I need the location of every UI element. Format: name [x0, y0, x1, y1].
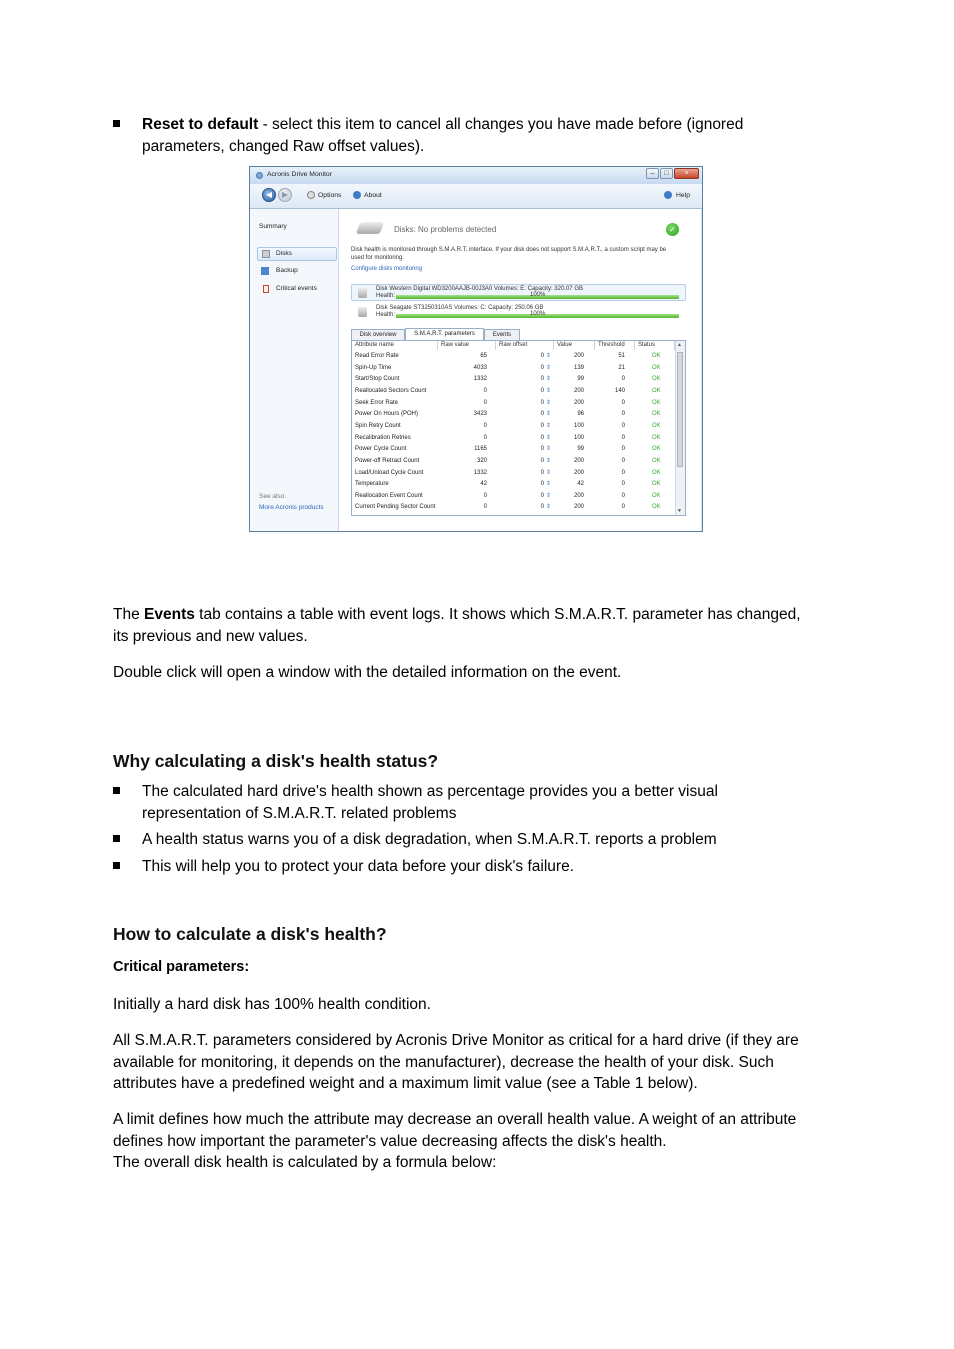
tab-events[interactable]: Events	[484, 329, 520, 340]
table-cell: 0	[540, 364, 544, 371]
status-text: Disks: No problems detected	[394, 225, 497, 234]
disk-icon	[262, 250, 270, 258]
gear-icon	[307, 191, 315, 199]
sidebar-item-disks[interactable]	[257, 247, 337, 261]
table-cell: 200	[573, 399, 584, 406]
offset-spinner-icon[interactable]: ⇕	[545, 376, 551, 383]
offset-spinner-icon[interactable]: ⇕	[545, 422, 551, 429]
offset-spinner-icon[interactable]: ⇕	[545, 353, 551, 359]
critical-events-icon	[263, 285, 269, 293]
bullet-marker	[113, 787, 120, 794]
table-cell: 0	[540, 469, 544, 476]
offset-spinner-icon[interactable]: ⇕	[545, 446, 551, 453]
table-cell: OK	[652, 399, 661, 406]
scrollbar-thumb[interactable]	[677, 352, 683, 467]
close-button[interactable]: ×	[674, 168, 699, 179]
table-cell: Power On Hours (POH)	[355, 411, 419, 418]
table-row[interactable]	[352, 502, 675, 514]
table-cell: 21	[618, 364, 625, 371]
disk-row-2[interactable]	[351, 304, 686, 321]
table-cell: 0	[621, 422, 625, 429]
tab-disk-overview[interactable]: Disk overview	[351, 329, 405, 340]
table-cell: 0	[621, 399, 625, 406]
table-cell: 200	[573, 387, 584, 394]
app-icon	[256, 172, 263, 179]
minimize-button[interactable]: –	[646, 168, 659, 179]
table-row[interactable]	[352, 468, 675, 480]
disk-info: Disk Western Digital WD3200AAJB-00J3A0 Volumes: E: Capacity: 320.07 GB	[376, 286, 583, 292]
options-button[interactable]: Options	[318, 192, 342, 199]
table-cell: 1332	[473, 376, 487, 383]
table-cell: OK	[652, 481, 661, 488]
why-heading: Why calculating a disk's health status?	[113, 751, 439, 771]
initial-health-paragraph: Initially a hard disk has 100% health condition.	[113, 996, 431, 1013]
reset-default-bullet	[113, 114, 848, 157]
scroll-down-icon[interactable]: ▼	[677, 508, 682, 514]
table-cell: 0	[540, 492, 544, 499]
maximize-button[interactable]: □	[660, 168, 673, 179]
table-row[interactable]	[352, 351, 675, 363]
table-cell: 0	[540, 434, 544, 441]
offset-spinner-icon[interactable]: ⇕	[545, 364, 551, 371]
table-cell: 140	[614, 387, 625, 394]
table-cell: 1165	[474, 446, 487, 453]
check-icon: ✓	[666, 223, 679, 236]
hdd-icon	[358, 288, 367, 298]
column-header[interactable]: Attribute name	[352, 341, 438, 350]
table-cell: 200	[573, 469, 584, 476]
column-header[interactable]: Threshold	[595, 341, 635, 350]
table-row[interactable]	[352, 479, 675, 491]
toolbar	[250, 184, 702, 209]
info-text-line2: used for monitoring.	[351, 255, 405, 261]
disks-icon	[356, 222, 384, 234]
table-cell: 0	[621, 411, 625, 418]
table-cell: OK	[652, 504, 661, 511]
critical-attributes-paragraph: All S.M.A.R.T. parameters considered by Acronis Drive Monitor as critical for a hard drive (if they are available for monitoring, it depends on the manufacturer), decrease the health of your disk. Such attributes have a predefined weight and a maximum limit value (see a Table 1 below).	[113, 1032, 799, 1092]
table-cell: 0	[540, 353, 544, 359]
table-cell: 200	[573, 457, 584, 464]
table-row[interactable]	[352, 363, 675, 375]
table-cell: 0	[483, 387, 487, 394]
column-header[interactable]: Raw value	[438, 341, 496, 350]
table-cell: 0	[540, 446, 544, 453]
table-cell: Read Error Rate	[355, 353, 399, 359]
table-row[interactable]	[352, 491, 675, 503]
why-bullet-2	[113, 829, 848, 851]
table-cell: 0	[621, 457, 625, 464]
offset-spinner-icon[interactable]: ⇕	[545, 504, 551, 511]
table-cell: 0	[483, 434, 487, 441]
disk-info: Disk Seagate ST3250310AS Volumes: C: Capacity: 250.06 GB	[376, 305, 544, 311]
column-header[interactable]: Status	[635, 341, 675, 350]
bullet-text: Reset to default - select this item to cancel all changes you have made before (ignored parameters, changed Raw offset values).	[142, 116, 744, 155]
offset-spinner-icon[interactable]: ⇕	[545, 387, 551, 394]
table-cell: 200	[573, 504, 584, 511]
table-cell: Power-off Retract Count	[355, 457, 420, 464]
table-cell: Spin Retry Count	[355, 422, 401, 429]
why-bullet-1	[113, 781, 848, 824]
configure-link[interactable]: Configure disks monitoring	[351, 266, 423, 272]
table-cell: Reallocation Event Count	[355, 492, 423, 499]
table-cell: OK	[652, 492, 661, 499]
table-cell: OK	[652, 376, 661, 383]
help-button[interactable]: Help	[676, 192, 690, 199]
offset-spinner-icon[interactable]: ⇕	[545, 411, 551, 418]
bullet-marker	[113, 862, 120, 869]
sidebar	[250, 209, 339, 531]
table-cell: 320	[476, 457, 487, 464]
table-cell: OK	[652, 457, 661, 464]
sidebar-item-backup[interactable]: Backup	[259, 266, 337, 278]
table-row[interactable]	[352, 444, 675, 456]
table-cell: 0	[621, 492, 625, 499]
table-cell: 0	[540, 387, 544, 394]
offset-spinner-icon[interactable]: ⇕	[545, 457, 551, 464]
bullet-marker	[113, 835, 120, 842]
hdd-icon	[358, 307, 367, 317]
how-heading: How to calculate a disk's health?	[113, 924, 387, 944]
table-row[interactable]	[352, 409, 675, 421]
about-button[interactable]: About	[364, 192, 382, 199]
table-cell: 0	[621, 376, 625, 383]
table-cell: 0	[621, 434, 625, 441]
bullet-text: A health status warns you of a disk degradation, when S.M.A.R.T. reports a problem	[142, 831, 717, 848]
table-cell: 96	[577, 411, 584, 418]
column-header[interactable]: Value	[554, 341, 595, 350]
info-icon	[353, 191, 361, 199]
table-cell: OK	[652, 387, 661, 394]
sidebar-item-critical-events[interactable]: Critical events	[259, 284, 337, 296]
table-cell: 51	[618, 353, 625, 359]
double-click-paragraph: Double click will open a window with the detailed information on the event.	[113, 664, 622, 681]
table-cell: 0	[540, 399, 544, 406]
disk-row-1[interactable]	[351, 284, 686, 301]
tab-smart-parameters[interactable]: S.M.A.R.T. parameters	[405, 328, 484, 340]
table-cell: Spin-Up Time	[355, 364, 392, 371]
table-cell: 0	[540, 457, 544, 464]
table-cell: 65	[480, 353, 487, 359]
title-bar	[250, 167, 702, 184]
offset-spinner-icon[interactable]: ⇕	[545, 434, 551, 441]
table-cell: OK	[652, 434, 661, 441]
health-value: 100%	[530, 292, 546, 298]
health-value: 100%	[530, 311, 546, 317]
info-text-line1: Disk health is monitored through S.M.A.R.T. interface. If your disk does not support S.M.A.R.T., a custom script may be	[351, 247, 667, 253]
table-cell: Power Cycle Count	[355, 446, 407, 453]
table-row[interactable]	[352, 421, 675, 433]
table-cell: 99	[577, 446, 584, 453]
main-panel	[339, 209, 701, 531]
offset-spinner-icon[interactable]: ⇕	[545, 399, 551, 406]
table-row[interactable]	[352, 433, 675, 445]
table-cell: OK	[652, 469, 661, 476]
table-cell: OK	[652, 364, 661, 371]
table-cell: 200	[573, 492, 584, 499]
backup-icon	[261, 267, 269, 275]
offset-spinner-icon[interactable]: ⇕	[545, 469, 551, 476]
table-cell: 42	[577, 481, 584, 488]
table-cell: OK	[652, 446, 661, 453]
see-also-label: See also:	[259, 493, 287, 500]
window-title: Acronis Drive Monitor	[267, 171, 332, 178]
table-row[interactable]	[352, 374, 675, 386]
forward-button[interactable]: ▶	[278, 188, 292, 202]
table-cell: Seek Error Rate	[355, 399, 399, 406]
table-cell: Reallocated Sectors Count	[355, 387, 427, 394]
table-cell: OK	[652, 353, 661, 359]
table-cell: 0	[621, 469, 625, 476]
scroll-up-icon[interactable]: ▲	[677, 342, 682, 348]
table-cell: 0	[540, 481, 544, 488]
table-cell: OK	[652, 411, 661, 418]
table-cell: 42	[480, 481, 487, 488]
table-cell: 0	[621, 504, 625, 511]
table-cell: 100	[573, 422, 584, 429]
table-cell: 0	[483, 504, 487, 511]
table-cell: 99	[577, 376, 584, 383]
smart-table	[351, 340, 686, 516]
table-cell: 0	[621, 481, 625, 488]
back-button[interactable]: ◀	[262, 188, 276, 202]
critical-parameters-heading: Critical parameters:	[113, 959, 250, 975]
bullet-marker	[113, 120, 120, 127]
table-cell: 4033	[473, 364, 487, 371]
table-row[interactable]	[352, 398, 675, 410]
table-cell: 0	[540, 376, 544, 383]
table-cell: Recalibration Retries	[355, 434, 411, 441]
table-cell: Current Pending Sector Count	[355, 504, 436, 511]
events-paragraph: The Events tab contains a table with event logs. It shows which S.M.A.R.T. parameter has changed, its previous and new values.	[113, 606, 801, 645]
app-window-screenshot	[249, 166, 703, 532]
vertical-scrollbar[interactable]	[675, 341, 685, 515]
table-cell: 100	[573, 434, 584, 441]
limit-weight-paragraph: A limit defines how much the attribute may decrease an overall health value. A weight of an attribute defines how important the parameter's value decreasing affects the disk's health. The overall disk health is calculated by a formula below:	[113, 1111, 797, 1171]
offset-spinner-icon[interactable]: ⇕	[545, 492, 551, 499]
column-header[interactable]: Raw offset	[496, 341, 554, 350]
table-cell: OK	[652, 422, 661, 429]
table-row[interactable]	[352, 386, 675, 398]
table-cell: Start/Stop Count	[355, 376, 400, 383]
bullet-text: The calculated hard drive's health shown as percentage provides you a better visual representation of S.M.A.R.T. related problems	[142, 783, 718, 822]
table-cell: Temperature	[355, 481, 389, 488]
bullet-text: This will help you to protect your data before your disk's failure.	[142, 858, 575, 875]
sidebar-summary[interactable]: Summary	[259, 223, 287, 230]
table-cell: 1332	[473, 469, 487, 476]
why-bullet-3	[113, 856, 848, 878]
table-cell: 139	[573, 364, 584, 371]
health-label: Health:	[376, 293, 396, 299]
table-cell: 0	[621, 446, 625, 453]
help-icon	[664, 191, 672, 199]
table-cell: 0	[483, 422, 487, 429]
more-products-link[interactable]: More Acronis products	[259, 504, 324, 511]
table-row[interactable]	[352, 456, 675, 468]
table-cell: 0	[483, 399, 487, 406]
table-cell: 0	[540, 504, 544, 511]
table-cell: 0	[483, 492, 487, 499]
offset-spinner-icon[interactable]: ⇕	[545, 481, 551, 488]
table-cell: 3423	[473, 411, 487, 418]
table-cell: 0	[540, 411, 544, 418]
table-cell: 200	[573, 353, 584, 359]
sidebar-item-label: Disks	[276, 250, 292, 257]
table-cell: 0	[540, 422, 544, 429]
health-label: Health:	[376, 312, 396, 318]
table-cell: Load/Unload Cycle Count	[355, 469, 424, 476]
